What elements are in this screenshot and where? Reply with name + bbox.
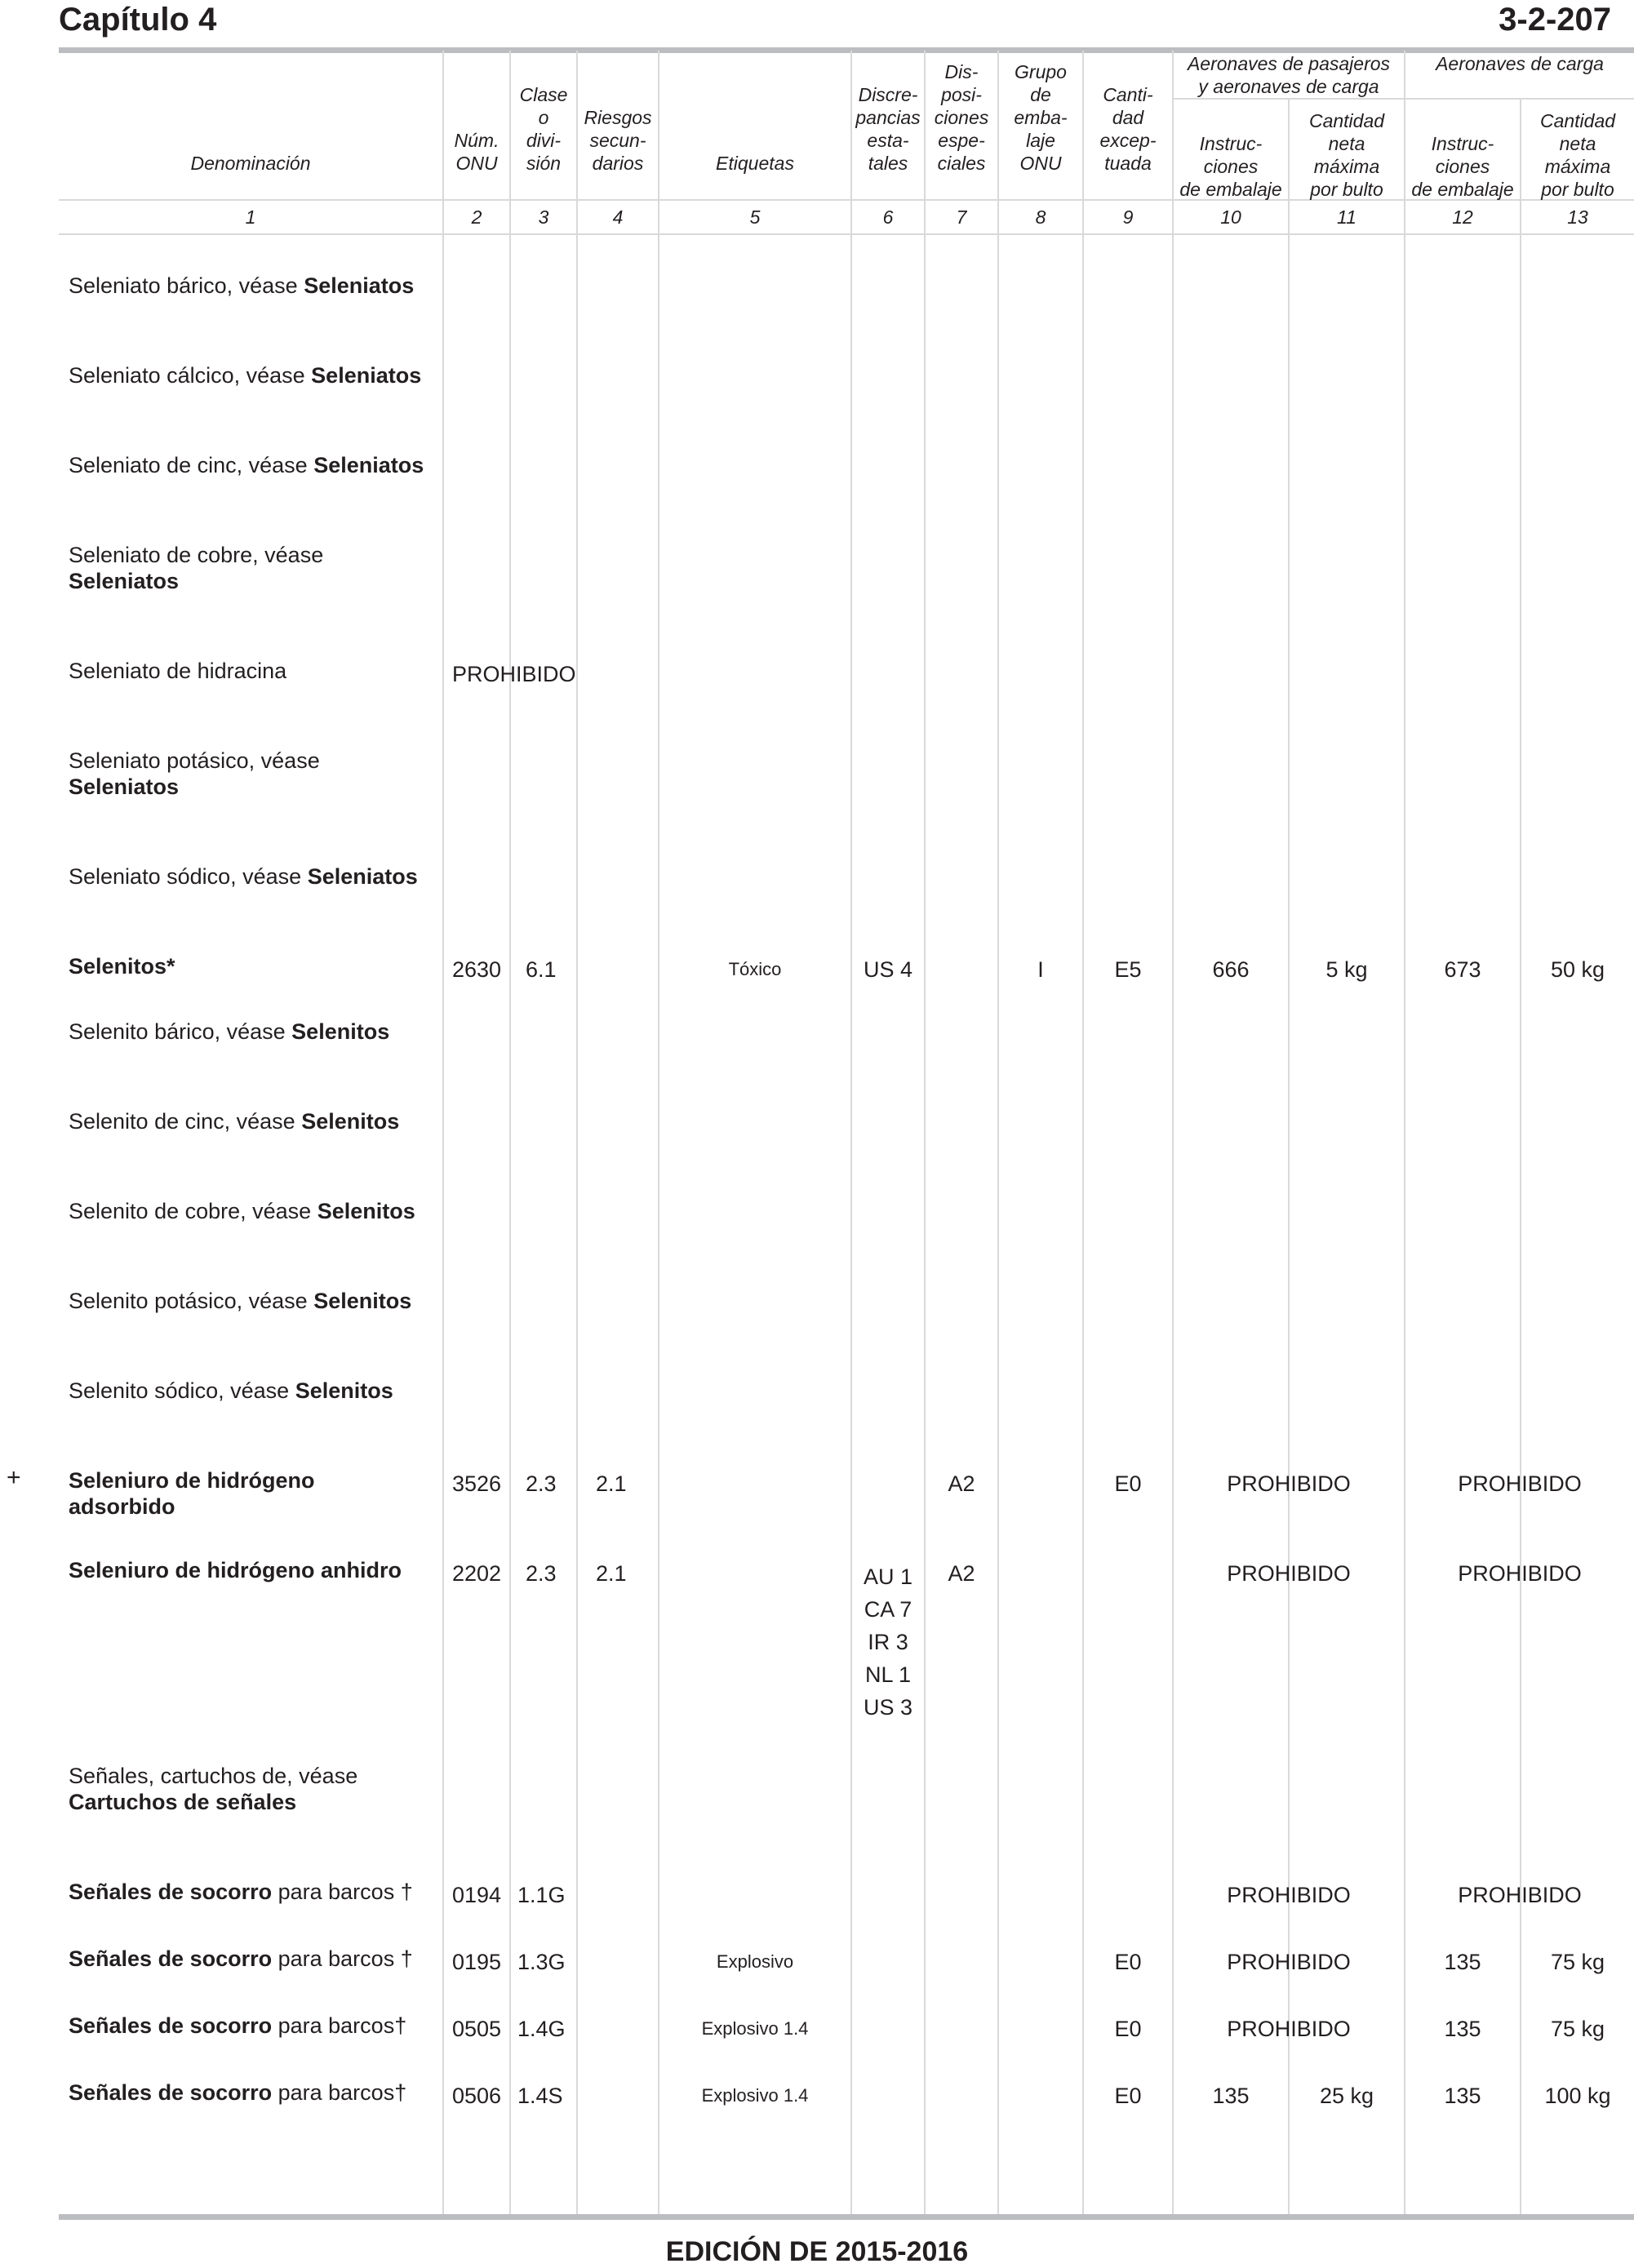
class-division: 1.3G — [517, 1950, 566, 1974]
forbidden-passenger: PROHIBIDO — [1227, 2017, 1351, 2041]
forbidden-passenger: PROHIBIDO — [1227, 1471, 1351, 1496]
header-instrucciones-pasajeros: Instruc- ciones de embalaje — [1179, 133, 1282, 200]
packing-instruction-cargo: 135 — [1444, 1950, 1481, 1974]
header-group-carga: Aeronaves de carga — [1436, 53, 1604, 74]
column-number: 6 — [882, 206, 894, 228]
label: Explosivo — [716, 1951, 794, 1972]
packing-instruction-cargo: 673 — [1444, 957, 1481, 982]
column-divider — [997, 51, 999, 2217]
column-divider — [509, 51, 511, 2217]
net-quantity-cargo: 75 kg — [1550, 2017, 1605, 2041]
cross-reference: Selenitos — [317, 1199, 415, 1223]
page-header — [59, 0, 1611, 42]
forbidden-passenger: PROHIBIDO — [1227, 1950, 1351, 1974]
subsidiary-risk: 2.1 — [596, 1561, 627, 1586]
forbidden-passenger: PROHIBIDO — [1227, 1883, 1351, 1907]
entry-name: Seleniato de hidracina — [69, 659, 287, 683]
class-division: 2.3 — [526, 1471, 557, 1496]
entry-name: Señales de socorro para barcos† — [69, 2080, 407, 2105]
column-number: 12 — [1452, 206, 1473, 228]
cross-reference: Seleniatos — [69, 774, 180, 799]
column-number: 10 — [1220, 206, 1241, 228]
cross-reference: Selenitos — [301, 1109, 400, 1134]
un-number: 0505 — [451, 2017, 502, 2041]
column-divider — [850, 51, 852, 2217]
entry-name: Selenito de cobre, véase Selenitos — [69, 1199, 415, 1223]
label: Tóxico — [728, 959, 782, 979]
chapter-title: Capítulo 4 — [59, 2, 217, 38]
net-quantity-passenger: 25 kg — [1319, 2084, 1374, 2108]
net-quantity-passenger: 5 kg — [1325, 957, 1368, 982]
state-variation: NL 1 — [864, 1662, 912, 1687]
subsidiary-risk: 2.1 — [596, 1471, 627, 1496]
column-number: 8 — [1035, 206, 1046, 228]
bottom-rule — [59, 2214, 1634, 2220]
entry-name: Señales de socorro para barcos† — [69, 2013, 407, 2038]
state-variation: US 4 — [863, 957, 913, 982]
column-number: 13 — [1567, 206, 1588, 228]
colnum-divider — [59, 233, 1634, 235]
column-number: 4 — [612, 206, 624, 228]
entry-name: Seleniato cálcico, véase Seleniatos — [69, 363, 422, 388]
cross-reference: Seleniatos — [313, 453, 424, 477]
packing-instruction-passenger: 135 — [1212, 2084, 1250, 2108]
entry-name: Seleniato potásico, véase Seleniatos — [69, 748, 320, 799]
header-disposiciones: Dis- posi- ciones espe- ciales — [934, 61, 989, 174]
un-number: 0194 — [451, 1883, 502, 1907]
header-denominacion: Denominación — [190, 153, 311, 174]
column-divider — [658, 51, 659, 2217]
group-divider — [1172, 98, 1634, 100]
header-discrepancias: Discre- pancias esta- tales — [855, 84, 921, 174]
column-divider — [1082, 51, 1084, 2217]
class-division: 6.1 — [526, 957, 557, 982]
header-group-pasajeros: Aeronaves de pasajeros y aeronaves de carga — [1187, 53, 1391, 97]
excepted-quantity: E0 — [1114, 2017, 1142, 2041]
net-quantity-cargo: 100 kg — [1544, 2084, 1611, 2108]
cross-reference: Selenitos — [291, 1019, 390, 1044]
column-number: 2 — [471, 206, 482, 228]
entry-name: Señales de socorro para barcos † — [69, 1946, 413, 1971]
header-etiquetas: Etiquetas — [716, 153, 794, 174]
net-quantity-cargo: 50 kg — [1550, 957, 1605, 982]
entry-name: Selenito bárico, véase Selenitos — [69, 1019, 390, 1044]
header-cantidad-pasajeros: Cantidad neta máxima por bulto — [1308, 110, 1385, 200]
forbidden-passenger: PROHIBIDO — [1227, 1561, 1351, 1586]
excepted-quantity: E5 — [1114, 957, 1142, 982]
entry-name: Seleniuro de hidrógeno adsorbido — [69, 1468, 315, 1519]
column-number: 7 — [956, 206, 967, 228]
entry-name: Seleniuro de hidrógeno anhidro — [69, 1558, 402, 1582]
header-clase: Clase o divi- sión — [519, 84, 568, 174]
forbidden-cargo: PROHIBIDO — [1458, 1471, 1582, 1496]
entry-name: Seleniato bárico, véase Seleniatos — [69, 273, 415, 298]
entry-name: Selenito potásico, véase Selenitos — [69, 1289, 412, 1313]
state-variation: CA 7 — [864, 1597, 912, 1622]
excepted-quantity: E0 — [1114, 2084, 1142, 2108]
un-number: 2202 — [451, 1561, 502, 1586]
packing-instruction-passenger: 666 — [1212, 957, 1250, 982]
state-variation-list — [852, 1560, 924, 1724]
edition-footer: EDICIÓN DE 2015-2016 — [665, 2236, 969, 2267]
column-number: 9 — [1122, 206, 1134, 228]
class-division: 1.4G — [517, 2017, 566, 2041]
label: Explosivo 1.4 — [701, 2085, 809, 2106]
cross-reference: Cartuchos de señales — [69, 1790, 297, 1814]
entry-name: Seleniato sódico, véase Seleniatos — [69, 864, 418, 889]
column-number: 5 — [749, 206, 761, 228]
cross-reference: Selenitos — [295, 1378, 393, 1403]
label: Explosivo 1.4 — [701, 2018, 809, 2039]
cross-reference: Seleniatos — [69, 569, 180, 593]
un-number: 2630 — [451, 957, 502, 982]
cross-reference: Selenitos — [313, 1289, 412, 1313]
un-number: 0195 — [451, 1950, 502, 1974]
entry-name: Seleniato de cinc, véase Seleniatos — [69, 453, 424, 477]
cross-reference: Seleniatos — [307, 864, 418, 889]
forbidden-cargo: PROHIBIDO — [1458, 1883, 1582, 1907]
header-num-onu: Núm. ONU — [454, 130, 500, 174]
header-cantidad-exceptuada: Canti- dad excep- tuada — [1099, 84, 1157, 174]
amendment-marker: + — [7, 1464, 21, 1491]
class-division: 1.4S — [517, 2084, 563, 2108]
packing-instruction-cargo: 135 — [1444, 2084, 1481, 2108]
state-variation: IR 3 — [868, 1630, 908, 1654]
header-instrucciones-carga: Instruc- ciones de embalaje — [1411, 133, 1514, 200]
entry-name: Seleniato de cobre, véase Seleniatos — [69, 543, 324, 593]
un-number: 3526 — [451, 1471, 502, 1496]
entry-name: Señales, cartuchos de, véase Cartuchos de señales — [69, 1764, 358, 1814]
special-provision: A2 — [948, 1561, 975, 1586]
cross-reference: Seleniatos — [311, 363, 422, 388]
column-number: 3 — [538, 206, 549, 228]
excepted-quantity: E0 — [1114, 1950, 1142, 1974]
entry-name: Selenito sódico, véase Selenitos — [69, 1378, 393, 1403]
entry-name: Selenito de cinc, véase Selenitos — [69, 1109, 400, 1134]
forbidden-cargo: PROHIBIDO — [1458, 1561, 1582, 1586]
forbidden-text: PROHIBIDO — [452, 662, 576, 686]
packing-group: I — [1037, 957, 1044, 982]
header-riesgos: Riesgos secun- darios — [584, 107, 652, 174]
header-cantidad-carga: Cantidad neta máxima por bulto — [1539, 110, 1616, 200]
column-number: 11 — [1337, 206, 1356, 228]
net-quantity-cargo: 75 kg — [1550, 1950, 1605, 1974]
un-number: 0506 — [451, 2084, 502, 2108]
entry-name: Selenitos* — [69, 954, 175, 979]
packing-instruction-cargo: 135 — [1444, 2017, 1481, 2041]
excepted-quantity: E0 — [1114, 1471, 1142, 1496]
column-divider — [924, 51, 926, 2217]
column-divider — [576, 51, 578, 2217]
entry-name: Señales de socorro para barcos † — [69, 1880, 413, 1904]
state-variation: AU 1 — [863, 1565, 913, 1589]
special-provision: A2 — [948, 1471, 975, 1496]
class-division: 1.1G — [517, 1883, 566, 1907]
column-number: 1 — [245, 206, 256, 228]
header-grupo: Grupo de emba- laje ONU — [1014, 61, 1068, 174]
state-variation: US 3 — [863, 1695, 913, 1720]
cross-reference: Seleniatos — [304, 273, 415, 298]
class-division: 2.3 — [526, 1561, 557, 1586]
page-number: 3-2-207 — [1499, 2, 1611, 38]
